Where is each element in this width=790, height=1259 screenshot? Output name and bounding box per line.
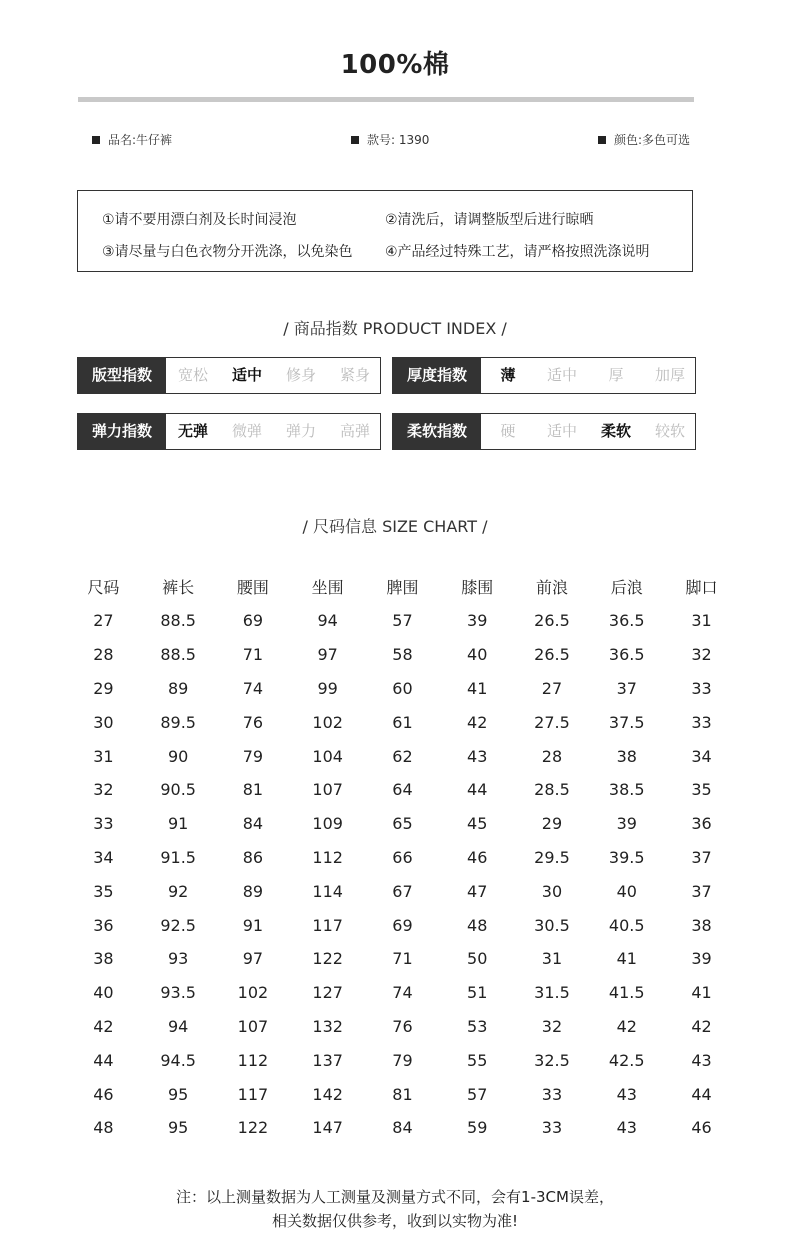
table-cell: 71 xyxy=(392,949,413,969)
table-cell: 86 xyxy=(242,847,264,867)
size-table-header-row xyxy=(66,569,739,604)
table-row xyxy=(66,874,739,908)
table-cell: 28.5 xyxy=(534,780,570,800)
table-cell: 93.5 xyxy=(160,983,196,1003)
index-option: 微弹 xyxy=(231,422,262,440)
table-cell: 33 xyxy=(691,712,712,732)
table-cell: 122 xyxy=(312,949,343,969)
table-cell: 41 xyxy=(691,983,712,1003)
size-table-header-cell: 脚口 xyxy=(685,578,718,597)
table-cell: 42.5 xyxy=(608,1050,645,1070)
index-group-fit xyxy=(77,357,381,394)
square-bullet-icon xyxy=(351,136,359,144)
square-bullet-icon xyxy=(598,136,606,144)
table-cell: 39 xyxy=(616,814,637,834)
index-group-elasticity xyxy=(77,413,381,450)
index-option: 薄 xyxy=(500,366,516,384)
table-cell: 127 xyxy=(312,983,343,1003)
table-cell: 31 xyxy=(93,746,114,766)
product-index-title: / 商品指数 PRODUCT INDEX / xyxy=(283,319,507,338)
table-cell: 117 xyxy=(237,1084,269,1104)
table-cell: 28 xyxy=(541,746,563,766)
table-cell: 41.5 xyxy=(608,983,645,1003)
table-cell: 32 xyxy=(691,645,712,665)
table-cell: 40 xyxy=(93,983,114,1003)
table-cell: 40.5 xyxy=(608,915,645,935)
meta-product-name-text: 品名:牛仔裤 xyxy=(108,133,173,147)
table-cell: 112 xyxy=(312,847,343,867)
size-table-header-cell: 尺码 xyxy=(87,578,120,597)
table-cell: 94.5 xyxy=(160,1050,196,1070)
table-cell: 89.5 xyxy=(160,712,196,732)
meta-color xyxy=(598,131,690,148)
table-cell: 69 xyxy=(392,915,413,935)
care-item: ③请尽量与白色衣物分开洗涤，以免染色 xyxy=(102,244,353,260)
table-cell: 29.5 xyxy=(534,847,570,867)
table-row xyxy=(66,1111,739,1145)
measurement-note-line-2: 相关数据仅供参考，收到以实物为准! xyxy=(271,1212,518,1230)
size-table-header-cell: 腰围 xyxy=(236,578,269,597)
size-table-body xyxy=(66,604,739,1145)
index-group-thickness xyxy=(392,357,696,394)
table-cell: 109 xyxy=(312,814,343,834)
table-cell: 88.5 xyxy=(160,645,196,665)
meta-style-number-text: 款号: 1390 xyxy=(367,133,430,147)
table-cell: 39 xyxy=(467,611,488,631)
table-cell: 79 xyxy=(242,746,264,766)
index-option: 硬 xyxy=(500,422,516,440)
table-cell: 84 xyxy=(392,1118,413,1138)
table-cell: 114 xyxy=(312,881,343,901)
table-cell: 27 xyxy=(93,611,114,631)
index-option: 紧身 xyxy=(339,366,370,384)
table-row xyxy=(66,672,739,706)
table-cell: 107 xyxy=(312,780,343,800)
table-cell: 51 xyxy=(467,983,488,1003)
table-cell: 46 xyxy=(691,1118,712,1138)
title-divider xyxy=(78,97,694,102)
table-cell: 81 xyxy=(242,780,264,800)
table-cell: 41 xyxy=(467,678,488,698)
table-cell: 95 xyxy=(167,1118,189,1138)
table-cell: 30 xyxy=(93,712,114,732)
table-cell: 44 xyxy=(691,1084,712,1104)
table-cell: 35 xyxy=(691,780,712,800)
table-cell: 32 xyxy=(93,780,114,800)
index-option: 高弹 xyxy=(339,422,370,440)
table-cell: 26.5 xyxy=(534,645,570,665)
table-row xyxy=(66,841,739,875)
table-cell: 43 xyxy=(616,1084,637,1104)
table-cell: 42 xyxy=(616,1016,637,1036)
index-group-softness xyxy=(392,413,696,450)
table-cell: 107 xyxy=(237,1016,269,1036)
table-cell: 122 xyxy=(237,1118,269,1138)
table-cell: 39.5 xyxy=(608,847,645,867)
table-cell: 32.5 xyxy=(534,1050,570,1070)
table-cell: 36.5 xyxy=(608,611,645,631)
table-cell: 53 xyxy=(467,1016,488,1036)
index-label: 弹力指数 xyxy=(78,414,166,449)
table-cell: 90 xyxy=(167,746,189,766)
table-cell: 58 xyxy=(392,645,413,665)
square-bullet-icon xyxy=(92,136,100,144)
table-cell: 64 xyxy=(392,780,413,800)
table-cell: 76 xyxy=(242,712,264,732)
table-cell: 60 xyxy=(392,678,413,698)
table-cell: 76 xyxy=(392,1016,413,1036)
size-table-header-cell: 脾围 xyxy=(386,578,419,597)
table-cell: 94 xyxy=(317,611,338,631)
table-cell: 79 xyxy=(392,1050,413,1070)
table-cell: 59 xyxy=(467,1118,488,1138)
table-cell: 69 xyxy=(242,611,264,631)
table-cell: 34 xyxy=(691,746,712,766)
table-row xyxy=(66,908,739,942)
table-cell: 43 xyxy=(691,1050,712,1070)
table-cell: 36 xyxy=(93,915,114,935)
table-cell: 92.5 xyxy=(160,915,196,935)
size-table-header-cell: 后浪 xyxy=(610,578,643,597)
table-cell: 31 xyxy=(691,611,712,631)
table-cell: 91.5 xyxy=(160,847,196,867)
table-cell: 30.5 xyxy=(534,915,570,935)
index-option: 厚 xyxy=(608,366,624,384)
table-cell: 91 xyxy=(242,915,264,935)
table-cell: 48 xyxy=(93,1118,114,1138)
table-cell: 41 xyxy=(616,949,637,969)
index-option: 适中 xyxy=(231,366,262,384)
table-cell: 117 xyxy=(312,915,343,935)
table-cell: 104 xyxy=(312,746,343,766)
size-table-header-cell: 裤长 xyxy=(162,578,195,597)
table-cell: 32 xyxy=(541,1016,563,1036)
table-cell: 31.5 xyxy=(534,983,570,1003)
table-cell: 47 xyxy=(467,881,488,901)
table-cell: 38.5 xyxy=(608,780,645,800)
table-cell: 137 xyxy=(312,1050,343,1070)
table-row xyxy=(66,705,739,739)
table-cell: 36.5 xyxy=(608,645,645,665)
index-option: 弹力 xyxy=(285,422,316,440)
table-cell: 57 xyxy=(392,611,413,631)
table-cell: 33 xyxy=(541,1118,563,1138)
table-cell: 57 xyxy=(467,1084,488,1104)
table-cell: 38 xyxy=(93,949,114,969)
table-cell: 112 xyxy=(237,1050,269,1070)
table-row xyxy=(66,739,739,773)
table-cell: 55 xyxy=(467,1050,488,1070)
table-cell: 43 xyxy=(616,1118,637,1138)
table-cell: 99 xyxy=(317,678,338,698)
table-cell: 91 xyxy=(167,814,189,834)
table-cell: 30 xyxy=(541,881,563,901)
table-row xyxy=(66,1077,739,1111)
size-table-header-cell: 坐围 xyxy=(311,578,344,597)
table-cell: 31 xyxy=(541,949,563,969)
table-cell: 38 xyxy=(616,746,637,766)
table-cell: 93 xyxy=(167,949,189,969)
table-row xyxy=(66,942,739,976)
index-option: 宽松 xyxy=(177,366,208,384)
index-option: 加厚 xyxy=(654,366,685,384)
table-cell: 40 xyxy=(467,645,488,665)
table-cell: 65 xyxy=(392,814,413,834)
table-cell: 38 xyxy=(691,915,712,935)
table-cell: 39 xyxy=(691,949,712,969)
table-cell: 37 xyxy=(616,678,637,698)
table-cell: 97 xyxy=(242,949,264,969)
index-option: 适中 xyxy=(546,366,577,384)
table-cell: 90.5 xyxy=(160,780,196,800)
table-cell: 71 xyxy=(242,645,264,665)
table-cell: 33 xyxy=(93,814,114,834)
table-cell: 46 xyxy=(93,1084,114,1104)
table-cell: 97 xyxy=(317,645,338,665)
index-option: 柔软 xyxy=(600,422,631,440)
table-cell: 40 xyxy=(616,881,637,901)
index-option: 无弹 xyxy=(177,422,208,440)
table-cell: 29 xyxy=(93,678,114,698)
table-cell: 35 xyxy=(93,881,114,901)
size-table-header-cell: 前浪 xyxy=(535,578,568,597)
table-cell: 44 xyxy=(467,780,488,800)
index-option: 适中 xyxy=(546,422,577,440)
index-option: 较软 xyxy=(654,422,685,440)
table-cell: 33 xyxy=(541,1084,563,1104)
table-cell: 45 xyxy=(467,814,488,834)
table-cell: 67 xyxy=(392,881,413,901)
table-cell: 147 xyxy=(312,1118,343,1138)
table-row xyxy=(66,604,739,638)
table-cell: 92 xyxy=(167,881,189,901)
table-cell: 88.5 xyxy=(160,611,196,631)
table-cell: 66 xyxy=(392,847,413,867)
table-cell: 36 xyxy=(691,814,712,834)
table-cell: 94 xyxy=(167,1016,189,1036)
index-option: 修身 xyxy=(285,366,316,384)
meta-product-name xyxy=(92,131,172,148)
meta-color-text: 颜色:多色可选 xyxy=(614,133,691,147)
table-cell: 50 xyxy=(467,949,488,969)
table-cell: 89 xyxy=(167,678,189,698)
table-cell: 43 xyxy=(467,746,488,766)
table-cell: 61 xyxy=(392,712,413,732)
table-cell: 34 xyxy=(93,847,114,867)
table-cell: 81 xyxy=(392,1084,413,1104)
table-row xyxy=(66,1043,739,1077)
care-item: ④产品经过特殊工艺，请严格按照洗涤说明 xyxy=(385,244,650,260)
table-cell: 33 xyxy=(691,678,712,698)
meta-style-number xyxy=(351,131,429,148)
table-cell: 37.5 xyxy=(608,712,645,732)
care-item: ②清洗后，请调整版型后进行晾晒 xyxy=(385,212,594,228)
table-row xyxy=(66,638,739,672)
size-table xyxy=(66,569,739,1145)
care-instructions-box xyxy=(77,190,693,272)
table-cell: 44 xyxy=(93,1050,114,1070)
table-row xyxy=(66,1010,739,1044)
table-cell: 27.5 xyxy=(534,712,570,732)
table-cell: 48 xyxy=(467,915,488,935)
index-label: 厚度指数 xyxy=(393,358,481,393)
size-chart-title: / 尺码信息 SIZE CHART / xyxy=(302,517,488,536)
table-row xyxy=(66,976,739,1010)
table-cell: 102 xyxy=(237,983,269,1003)
table-cell: 46 xyxy=(467,847,488,867)
table-cell: 102 xyxy=(312,712,343,732)
table-cell: 42 xyxy=(467,712,488,732)
table-row xyxy=(66,807,739,841)
table-cell: 27 xyxy=(541,678,563,698)
table-cell: 37 xyxy=(691,847,712,867)
index-label: 柔软指数 xyxy=(393,414,481,449)
table-cell: 62 xyxy=(392,746,413,766)
table-cell: 84 xyxy=(242,814,264,834)
table-cell: 28 xyxy=(93,645,114,665)
page-title: 100%棉 xyxy=(340,50,450,80)
measurement-note-line-1: 注：以上测量数据为人工测量及测量方式不同，会有1-3CM误差， xyxy=(176,1188,614,1206)
table-row xyxy=(66,773,739,807)
table-cell: 74 xyxy=(242,678,264,698)
table-cell: 142 xyxy=(312,1084,343,1104)
table-cell: 42 xyxy=(93,1016,114,1036)
table-cell: 29 xyxy=(541,814,563,834)
table-cell: 132 xyxy=(312,1016,343,1036)
table-cell: 37 xyxy=(691,881,712,901)
index-label: 版型指数 xyxy=(78,358,166,393)
table-cell: 26.5 xyxy=(534,611,570,631)
size-table-header-cell: 膝围 xyxy=(461,578,494,597)
care-item: ①请不要用漂白剂及长时间浸泡 xyxy=(102,212,297,228)
table-cell: 74 xyxy=(392,983,413,1003)
table-cell: 42 xyxy=(691,1016,712,1036)
table-cell: 95 xyxy=(167,1084,189,1104)
table-cell: 89 xyxy=(242,881,264,901)
